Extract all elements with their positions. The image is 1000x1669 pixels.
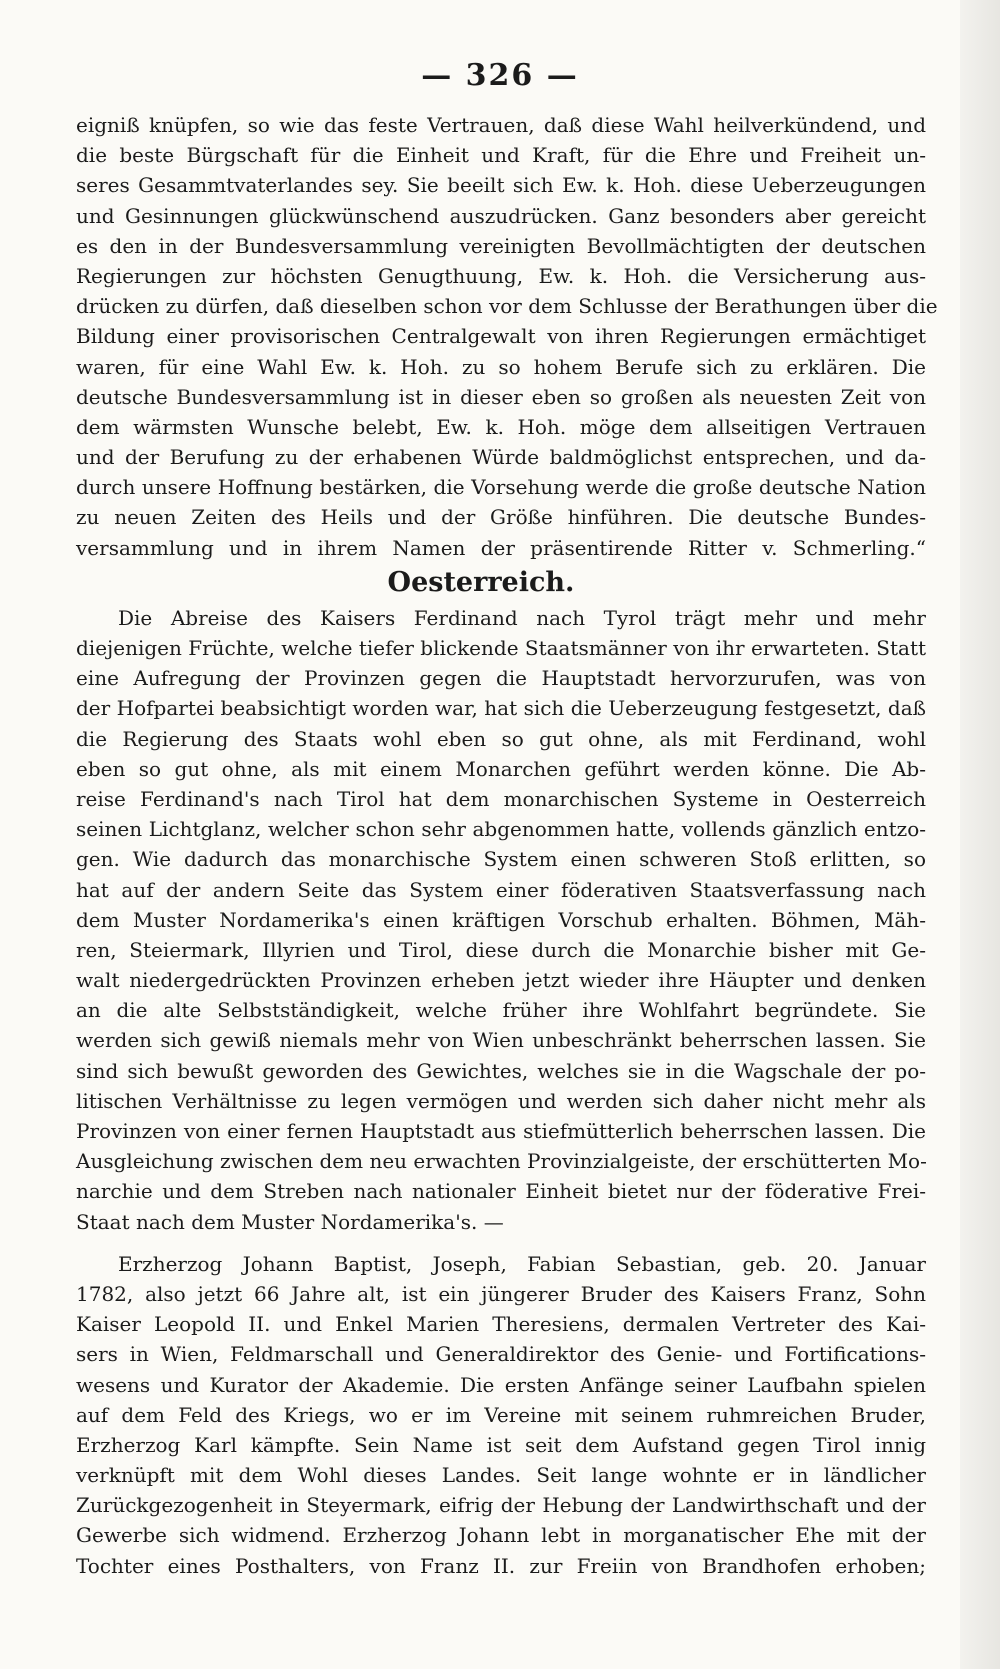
paragraph-gap [76,1237,926,1249]
text-line: seinen Lichtglanz, welcher schon sehr abgenommen hatte, vollends gänzlich entzo- [76,817,926,842]
text-line: und der Berufung zu der erhabenen Würde baldmöglichst entsprechen, und da- [76,445,926,470]
text-line: sind sich bewußt geworden des Gewichtes, welches sie in die Wagschale der po- [76,1058,926,1083]
text-line: Erzherzog Karl kämpfte. Sein Name ist seit dem Aufstand gegen Tirol innig [76,1432,926,1457]
section-heading: Oesterreich. [387,566,575,598]
text-line: versammlung und in ihrem Namen der präsentirende Ritter v. Schmerling.“ [76,535,926,560]
text-line: narchie und dem Streben nach nationaler Einheit bietet nur der föderative Frei- [76,1179,926,1204]
text-line: gen. Wie dadurch das monarchische System einen schweren Stoß erlitten, so [76,847,926,872]
text-line: dem Muster Nordamerika's einen kräftigen Vorschub erhalten. Böhmen, Mäh- [76,907,926,932]
text-line: seres Gesammtvaterlandes sey. Sie beeilt sich Ew. k. Hoh. diese Ueberzeugungen [76,173,926,198]
text-line: verknüpft mit dem Wohl dieses Landes. Seit lange wohnte er in ländlicher [76,1463,926,1488]
text-line: Bildung einer provisorischen Centralgewalt von ihren Regierungen ermächtiget [76,324,926,349]
text-line: eben so gut ohne, als mit einem Monarchen geführt werden könne. Die Ab- [76,756,926,781]
text-line: drücken zu dürfen, daß dieselben schon vor dem Schlusse der Berathungen über die [76,294,938,319]
text-line: die beste Bürgschaft für die Einheit und Kraft, für die Ehre und Freiheit un- [76,143,926,168]
text-line: durch unsere Hoffnung bestärken, die Vorsehung werde die große deutsche Nation [76,475,926,500]
text-line: Staat nach dem Muster Nordamerika's. — [76,1209,504,1234]
text-line: Regierungen zur höchsten Genugthuung, Ew. k. Hoh. die Versicherung aus- [76,263,926,288]
text-line: Ausgleichung zwischen dem neu erwachten Provinzialgeiste, der erschütterten Mo- [76,1149,927,1174]
text-line: und Gesinnungen glückwünschend auszudrücken. Ganz besonders aber gereicht [76,203,926,228]
page-edge-shadow [960,0,1000,1669]
page-number: — 326 — [421,58,579,93]
text-line: Kaiser Leopold II. und Enkel Marien Theresiens, dermalen Vertreter des Kai- [76,1312,926,1337]
text-line: es den in der Bundesversammlung vereinigten Bevollmächtigten der deutschen [76,233,926,258]
text-line: dem wärmsten Wunsche belebt, Ew. k. Hoh. möge dem allseitigen Vertrauen [76,414,926,439]
text-line: sers in Wien, Feldmarschall und Generaldirektor des Genie- und Fortifications- [76,1342,926,1367]
paragraph-archduke-johann [76,1249,926,1581]
text-line: Provinzen von einer fernen Hauptstadt aus stiefmütterlich beherrschen lassen. Die [76,1119,926,1143]
text-line: Tochter eines Posthalters, von Franz II. zur Freiin von Brandhofen erhoben; [76,1553,926,1578]
text-line: walt niedergedrückten Provinzen erheben jetzt wieder ihre Häupter und denken [76,968,926,993]
text-line: an die alte Selbstständigkeit, welche früher ihre Wohlfahrt begründete. Sie [76,998,926,1023]
text-line: diejenigen Früchte, welche tiefer blickende Staatsmänner von ihr erwarteten. Statt [76,636,927,660]
page-body [76,110,938,1581]
text-line: auf dem Feld des Kriegs, wo er im Vereine mit seinem ruhmreichen Bruder, [76,1402,926,1427]
text-line: wesens und Kurator der Akademie. Die ersten Anfänge seiner Laufbahn spielen [76,1372,926,1397]
paragraph-declaration [76,110,938,563]
text-line: der Hofpartei beabsichtigt worden war, hat sich die Ueberzeugung festgesetzt, daß [76,696,926,721]
paragraph-austria [76,603,926,1237]
text-line: werden sich gewiß niemals mehr von Wien unbeschränkt beherrschen lassen. Sie [76,1028,926,1053]
text-line: Die Abreise des Kaisers Ferdinand nach Tyrol trägt mehr und mehr [118,605,926,630]
text-line: reise Ferdinand's nach Tirol hat dem monarchischen Systeme in Oesterreich [76,786,926,811]
text-line: waren, für eine Wahl Ew. k. Hoh. zu so hohem Berufe sich zu erklären. Die [76,354,926,379]
text-line: 1782, also jetzt 66 Jahre alt, ist ein jüngerer Bruder des Kaisers Franz, Sohn [76,1281,926,1306]
text-line: eigniß knüpfen, so wie das feste Vertrauen, daß diese Wahl heilverkündend, und [76,113,926,137]
text-line: ren, Steiermark, Illyrien und Tirol, diese durch die Monarchie bisher mit Ge- [76,937,926,962]
text-line: eine Aufregung der Provinzen gegen die Hauptstadt hervorzurufen, was von [76,666,926,691]
text-line: litischen Verhältnisse zu legen vermögen und werden sich daher nicht mehr als [76,1088,926,1113]
text-line: Gewerbe sich widmend. Erzherzog Johann lebt in morganatischer Ehe mit der [76,1523,926,1548]
text-line: Erzherzog Johann Baptist, Joseph, Fabian Sebastian, geb. 20. Januar [118,1251,926,1276]
text-line: deutsche Bundesversammlung ist in dieser eben so großen als neuesten Zeit von [76,384,926,409]
text-line: Zurückgezogenheit in Steyermark, eifrig der Hebung der Landwirthschaft und der [76,1493,926,1518]
text-line: hat auf der andern Seite das System einer föderativen Staatsverfassung nach [76,877,926,902]
text-line: die Regierung des Staats wohl eben so gut ohne, als mit Ferdinand, wohl [76,726,926,751]
text-line: zu neuen Zeiten des Heils und der Größe hinführen. Die deutsche Bundes- [76,505,926,530]
